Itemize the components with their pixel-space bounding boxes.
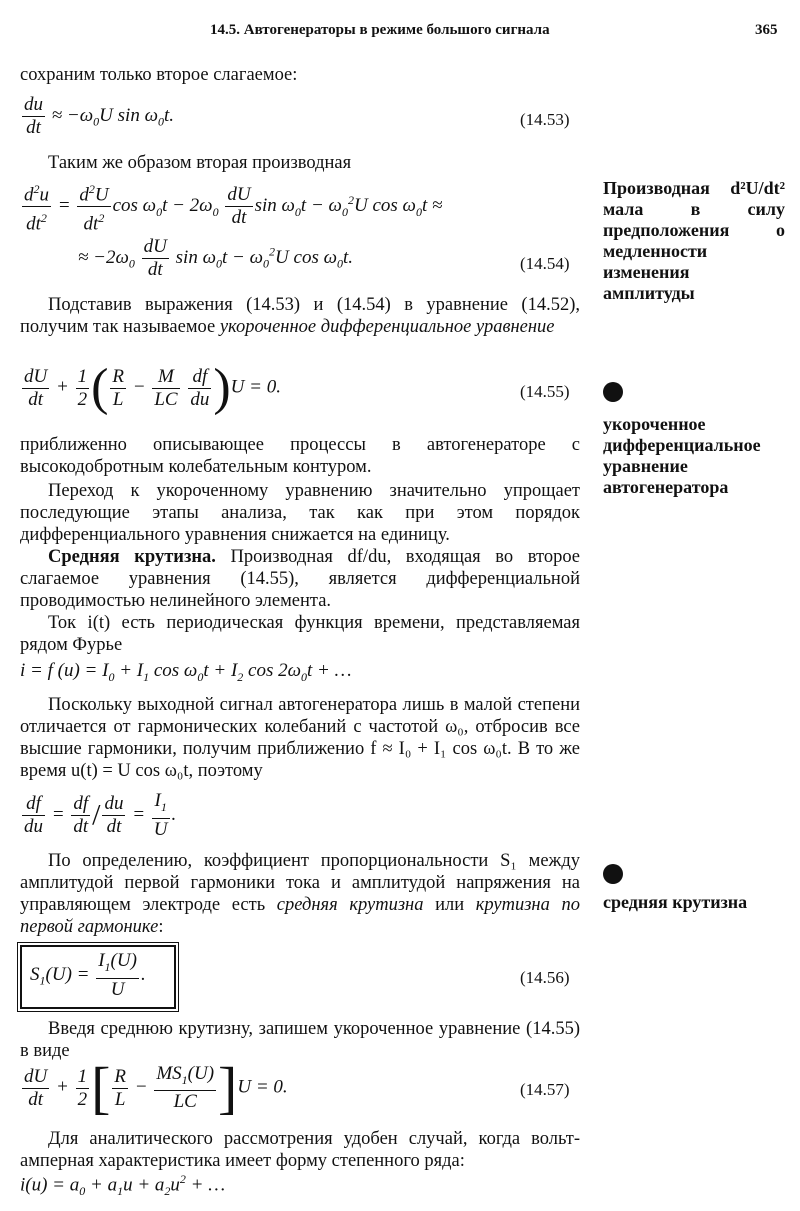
paragraph-9: По определению, коэффициент пропорциональности S₁ между амплитудой первой гармоники тока и амплитудой напряжения на управляющем электроде есть средняя крутизна или крутизна по первой гармонике: (20, 851, 580, 937)
margin-term-shortened-equation: укороченное дифференциальное уравнение автогенератора (603, 414, 761, 497)
equation-14-53: $\frac{du}{dt}$ ≈ $-\omega_0U$ $\sin \omega_0t$. (24, 94, 175, 138)
paragraph-2: Таким же образом вторая производная (48, 153, 352, 173)
paragraph-11: Для аналитического рассмотрения удобен случай, когда вольт-амперная характеристика имеет форму степенного ряда: (20, 1129, 580, 1171)
paragraph-3: Подставив выражения (14.53) и (14.54) в уравнение (14.52), получим так называемое укороченное дифференциальное уравнение (20, 295, 580, 337)
equation-number-14-56: (14.56) (520, 968, 570, 987)
margin-bullet-1 (603, 382, 623, 402)
paragraph-6: Средняя крутизна. Производная df/du, входящая во второе слагаемое уравнения (14.55), является дифференциальной проводимостью нелинейного элемента. (20, 547, 581, 611)
margin-bullet-2 (603, 864, 623, 884)
running-title: 14.5. Автогенераторы в режиме большого сигнала (210, 22, 550, 38)
equation-14-56: $S_1(U)$ = $\frac{I_1(U)}{U}$ . (30, 950, 146, 1000)
paragraph-8: Поскольку выходной сигнал автогенератора лишь в малой степени отличается от гармонических колебаний с частотой ω₀, отбросив все высшие гармоники, получим приближенио f ≈ I₀ + I₁ cos ω₀t. В то же время u(t) = U cos ω₀t, поэтому (20, 695, 580, 781)
paragraph-7: Ток i(t) есть периодическая функция времени, представляемая рядом Фурье (20, 613, 580, 655)
equation-fourier: i = f $(u) = I_0 + I_1$ $\cos \omega_0t + I_2$ $\cos 2\omega_0t$ + … (20, 660, 352, 684)
equation-14-57: $\frac{dU}{dt}$ + $\frac{1}{2}$ [ $\frac{R}{L}$ − $\frac{MS_1(U)}{LC}$ ]U = 0. (24, 1055, 288, 1120)
margin-term-average-slope: средняя крутизна (603, 892, 748, 912)
equation-14-54-line-1: $\frac{d^2u}{dt^2}$ = $\frac{d^2U}{dt^2}$ $\cos \omega_0t - 2\omega_0$ $\frac{dU}{dt}$ $\sin \omega_0t - \omega_0^2U$ $\cos \omega_0t$ ≈ (20, 178, 442, 236)
paragraph-5: Переход к укороченному уравнению значительно упрощает последующие этапы анализа, так как при этом порядок дифференциального уравнения снижается на единицу. (20, 481, 580, 545)
equation-number-14-53: (14.53) (520, 110, 570, 129)
equation-14-55: $\frac{dU}{dt}$ + $\frac{1}{2}$ ( $\frac{R}{L}$ − $\frac{M}{LC}$ $\frac{df}{du}$ )U = 0. (24, 359, 281, 416)
equation-power-series: $i(u) = a_0 + a_1u + a_2u^2$ + … (20, 1172, 226, 1199)
equation-number-14-57: (14.57) (520, 1080, 570, 1099)
page-number: 365 (755, 22, 778, 38)
equation-number-14-55: (14.55) (520, 382, 570, 401)
paragraph-4: приближенно описывающее процессы в автогенераторе с высокодобротным колебательным контуром. (20, 435, 580, 477)
paragraph-10: Введя среднюю крутизну, запишем укороченное уравнение (14.55) в виде (20, 1019, 580, 1061)
paragraph-1: сохраним только второе слагаемое: (20, 65, 298, 85)
equation-14-54-line-2: ≈ $-2\omega_0$ $\frac{dU}{dt}$ $\sin \omega_0t - \omega_0^2U$ $\cos \omega_0t$. (78, 236, 354, 280)
margin-note-derivative: Производная d²U/dt² мала в силу предположения о медленности изменения амплитуды (603, 178, 785, 303)
equation-number-14-54: (14.54) (520, 254, 570, 273)
equation-df-du: $\frac{df}{du}$ = $\frac{df}{dt}$ / $\frac{du}{dt}$ = $\frac{I_1}{U}$ . (24, 790, 177, 840)
